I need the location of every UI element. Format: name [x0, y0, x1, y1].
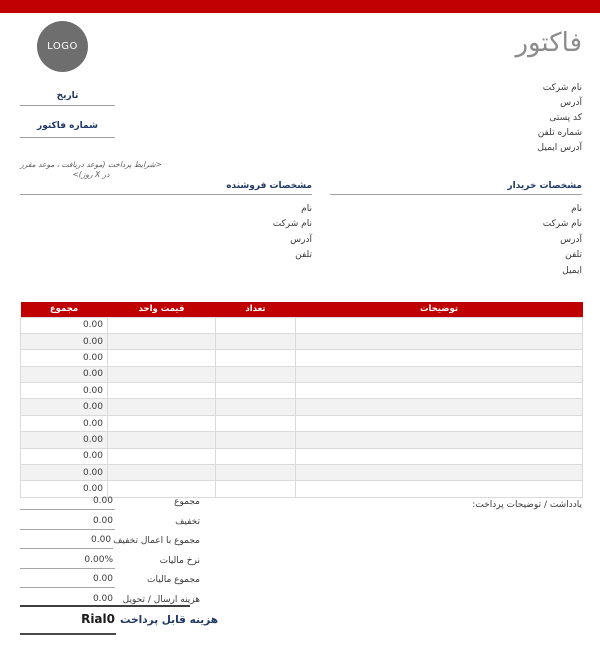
company-info	[538, 81, 582, 156]
logo-circle	[37, 21, 88, 72]
summary-value[interactable]: 0.00	[20, 535, 113, 549]
buyer-field-label: نام شركت	[542, 219, 582, 230]
grand-total-label: هزینه قابل پرداخت	[120, 614, 218, 626]
item-row[interactable]	[21, 432, 583, 448]
total-cell[interactable]: 0.00	[21, 399, 108, 415]
seller-section-title: مشخصات فروشنده	[20, 181, 312, 195]
item-row[interactable]	[21, 350, 583, 366]
description-cell[interactable]	[296, 317, 583, 333]
column-header-total: مجموع	[21, 302, 108, 317]
description-cell[interactable]	[296, 383, 583, 399]
summary-value[interactable]: 0.00	[20, 516, 115, 530]
description-cell[interactable]	[296, 350, 583, 366]
date-label: تاریخ	[56, 91, 79, 101]
unit-price-cell[interactable]	[108, 481, 216, 497]
grand-total-row	[20, 612, 218, 626]
unit-price-cell[interactable]	[108, 465, 216, 481]
invoice-number-field[interactable]	[20, 113, 115, 138]
total-cell[interactable]: 0.00	[21, 432, 108, 448]
company-info-field: شماره تلفن	[537, 128, 582, 138]
quantity-cell[interactable]	[216, 383, 296, 399]
column-header-unit-price: قیمت واحد	[108, 302, 216, 317]
total-cell[interactable]: 0.00	[21, 481, 108, 497]
item-row[interactable]	[21, 481, 583, 497]
summary-row	[20, 555, 200, 575]
column-header-quantity: تعداد	[216, 302, 296, 317]
summary-label: مجموع با اعمال تخفیف	[113, 536, 200, 547]
description-cell[interactable]	[296, 366, 583, 382]
buyer-field-label: ایمیل	[562, 265, 582, 276]
summary-value[interactable]: 0.00	[20, 574, 115, 588]
payment-terms-note: <شرایط پرداخت (موعد دریافت ، موعد مقرر در X روز)>	[20, 160, 162, 179]
buyer-field-label: نام	[571, 204, 582, 214]
item-row[interactable]	[21, 366, 583, 382]
company-info-field: آدرس ایمیل	[537, 143, 582, 153]
description-cell[interactable]	[296, 432, 583, 448]
summary-row	[20, 516, 200, 536]
seller-section	[20, 181, 312, 264]
quantity-cell[interactable]	[216, 399, 296, 415]
total-cell[interactable]: 0.00	[21, 465, 108, 481]
items-table-header-row	[21, 302, 583, 317]
quantity-cell[interactable]	[216, 481, 296, 497]
quantity-cell[interactable]	[216, 432, 296, 448]
unit-price-cell[interactable]	[108, 399, 216, 415]
item-row[interactable]	[21, 333, 583, 349]
quantity-cell[interactable]	[216, 465, 296, 481]
seller-field-label: نام	[301, 204, 312, 214]
buyer-section-title: مشخصات خریدار	[330, 181, 582, 195]
quantity-cell[interactable]	[216, 317, 296, 333]
company-info-field: كد پستی	[549, 113, 582, 123]
summary-row	[20, 535, 200, 555]
item-row[interactable]	[21, 465, 583, 481]
item-row[interactable]	[21, 383, 583, 399]
buyer-field-label: تلفن	[565, 250, 582, 261]
summary-value[interactable]: 0.00	[92, 593, 113, 604]
unit-price-cell[interactable]	[108, 415, 216, 431]
summary-label: مجموع مالیات	[147, 575, 200, 586]
unit-price-cell[interactable]	[108, 333, 216, 349]
grand-total-value: Rial0	[81, 612, 115, 626]
description-cell[interactable]	[296, 333, 583, 349]
quantity-cell[interactable]	[216, 333, 296, 349]
description-cell[interactable]	[296, 481, 583, 497]
items-table	[20, 302, 583, 498]
buyer-fields	[330, 195, 582, 279]
buyer-section	[330, 181, 582, 279]
total-cell[interactable]: 0.00	[21, 383, 108, 399]
unit-price-cell[interactable]	[108, 350, 216, 366]
date-field[interactable]	[20, 83, 115, 106]
summary-label: هزینه ارسال / تحویل	[122, 594, 200, 605]
grand-total-bottom-rule	[20, 633, 116, 635]
item-row[interactable]	[21, 399, 583, 415]
total-cell[interactable]: 0.00	[21, 350, 108, 366]
page-title: فاكتور	[515, 28, 582, 58]
description-cell[interactable]	[296, 465, 583, 481]
summary-row	[20, 574, 200, 594]
column-header-description: توضیحات	[296, 302, 583, 317]
quantity-cell[interactable]	[216, 448, 296, 464]
quantity-cell[interactable]	[216, 350, 296, 366]
seller-field-label: آدرس	[290, 234, 312, 245]
item-row[interactable]	[21, 317, 583, 333]
buyer-field-label: آدرس	[560, 234, 582, 245]
total-cell[interactable]: 0.00	[21, 415, 108, 431]
unit-price-cell[interactable]	[108, 383, 216, 399]
summary-section	[20, 496, 200, 614]
description-cell[interactable]	[296, 399, 583, 415]
grand-total-top-rule	[20, 605, 190, 607]
company-info-field: نام شركت	[542, 83, 582, 93]
total-cell[interactable]: 0.00	[21, 448, 108, 464]
total-cell[interactable]: 0.00	[21, 333, 108, 349]
quantity-cell[interactable]	[216, 415, 296, 431]
seller-field-label: نام شركت	[272, 219, 312, 230]
description-cell[interactable]	[296, 448, 583, 464]
seller-field-label: تلفن	[295, 250, 312, 261]
seller-fields	[20, 195, 312, 264]
summary-value[interactable]: 0.00%	[20, 555, 115, 569]
unit-price-cell[interactable]	[108, 317, 216, 333]
unit-price-cell[interactable]	[108, 448, 216, 464]
item-row[interactable]	[21, 415, 583, 431]
total-cell[interactable]: 0.00	[21, 366, 108, 382]
quantity-cell[interactable]	[216, 366, 296, 382]
summary-label: تخفیف	[175, 516, 200, 527]
summary-label: مجموع	[174, 497, 200, 507]
payment-notes-label: یادداشت / توضیحات پرداخت:	[472, 500, 582, 510]
summary-row	[20, 496, 200, 516]
description-cell[interactable]	[296, 415, 583, 431]
summary-row	[20, 594, 200, 614]
invoice-number-label: شماره فاكتور	[37, 121, 98, 131]
company-info-field: آدرس	[560, 98, 582, 108]
top-accent-bar	[0, 0, 600, 13]
item-row[interactable]	[21, 448, 583, 464]
summary-value[interactable]: 0.00	[20, 496, 115, 510]
unit-price-cell[interactable]	[108, 366, 216, 382]
logo-text: LOGO	[47, 41, 78, 52]
unit-price-cell[interactable]	[108, 432, 216, 448]
summary-label: نرخ مالیات	[159, 555, 200, 566]
total-cell[interactable]: 0.00	[21, 317, 108, 333]
